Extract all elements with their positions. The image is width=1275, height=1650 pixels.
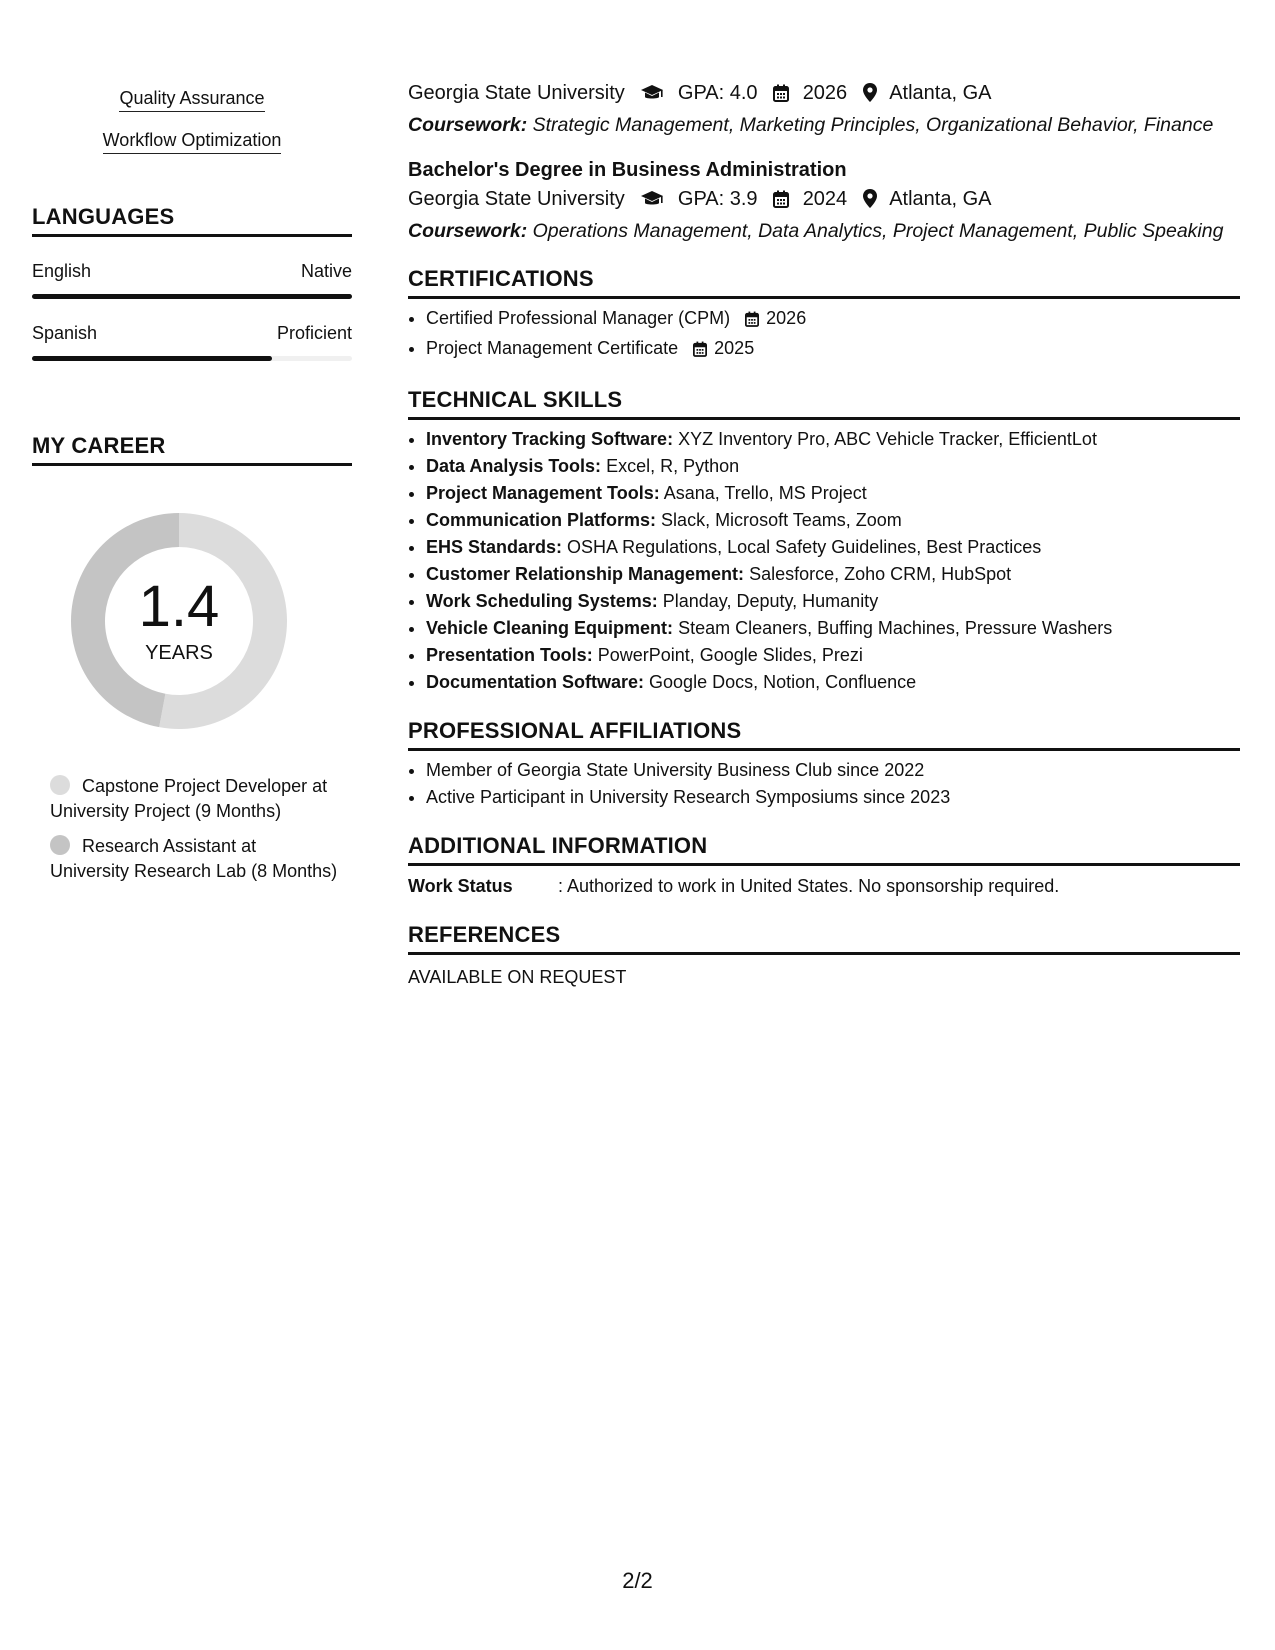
language-item	[32, 261, 352, 299]
skill-label: Work Scheduling Systems:	[426, 591, 658, 611]
skill-label: EHS Standards:	[426, 537, 563, 557]
skill-tag-wrap	[32, 80, 352, 122]
education-meta	[408, 184, 1240, 217]
certifications-title: CERTIFICATIONS	[408, 266, 1240, 299]
certification-year: 2026	[766, 308, 807, 328]
skill-value: Excel, R, Python	[606, 456, 740, 476]
references-text: AVAILABLE ON REQUEST	[408, 967, 627, 987]
work-status-key: Work Status	[408, 876, 513, 896]
map-pin-icon	[863, 187, 877, 217]
certification-name: Certified Professional Manager (CPM)	[426, 308, 731, 328]
career-legend-item	[50, 834, 340, 884]
calendar-icon	[773, 187, 789, 217]
list-item	[426, 669, 1240, 696]
skill-value: Planday, Deputy, Humanity	[662, 591, 879, 611]
legend-dot	[50, 835, 70, 855]
skill-value: Google Docs, Notion, Confluence	[649, 672, 917, 692]
skill-label: Vehicle Cleaning Equipment:	[426, 618, 674, 638]
donut-center	[64, 506, 294, 736]
graduation-year: 2024	[802, 188, 848, 210]
legend-dot	[50, 775, 70, 795]
education-meta	[408, 78, 1240, 111]
skill-label: Communication Platforms:	[426, 510, 657, 530]
coursework-text: Operations Management, Data Analytics, Project Management, Public Speaking	[532, 220, 1224, 242]
skill-label: Documentation Software:	[426, 672, 645, 692]
education-entry	[408, 78, 1240, 138]
references-title: REFERENCES	[408, 922, 1240, 955]
affiliations-title: PROFESSIONAL AFFILIATIONS	[408, 718, 1240, 751]
affiliations-list	[408, 757, 1240, 811]
calendar-icon	[773, 81, 789, 111]
skill-value: OSHA Regulations, Local Safety Guidelines, Best Practices	[567, 537, 1042, 557]
affiliations-section	[408, 718, 1240, 811]
career-title: MY CAREER	[32, 433, 352, 466]
list-item	[426, 335, 1240, 365]
list-item	[426, 507, 1240, 534]
skills-title: TECHNICAL SKILLS	[408, 387, 1240, 420]
list-item	[426, 642, 1240, 669]
language-name: Spanish	[32, 323, 98, 343]
skill-label: Project Management Tools:	[426, 483, 660, 503]
language-bar-track	[32, 356, 352, 361]
education-entry	[408, 156, 1240, 244]
language-bar-fill	[32, 356, 272, 361]
skill-value: Asana, Trello, MS Project	[663, 483, 867, 503]
skill-tag: Quality Assurance	[119, 88, 264, 112]
language-level: Proficient	[276, 323, 352, 343]
skill-tag-wrap	[32, 122, 352, 164]
university-name: Georgia State University	[408, 188, 625, 210]
graduation-cap-icon	[640, 187, 664, 217]
list-item	[426, 453, 1240, 480]
list-item	[426, 615, 1240, 642]
map-pin-icon	[863, 81, 877, 111]
additional-title: ADDITIONAL INFORMATION	[408, 833, 1240, 866]
career-years-unit: YEARS	[145, 642, 213, 664]
location: Atlanta, GA	[889, 82, 992, 104]
coursework	[408, 113, 1240, 138]
language-bar-fill	[32, 294, 352, 299]
gpa: GPA: 3.9	[677, 188, 758, 210]
languages-title: LANGUAGES	[32, 204, 352, 237]
certification-year: 2025	[714, 338, 755, 358]
list-item	[426, 480, 1240, 507]
legend-label: Research Assistant at University Research Lab (8 Months)	[50, 836, 338, 881]
skill-label: Inventory Tracking Software:	[426, 429, 674, 449]
work-status-row	[408, 872, 1240, 900]
coursework	[408, 219, 1240, 244]
additional-section	[408, 833, 1240, 900]
language-name: English	[32, 261, 92, 281]
gpa: GPA: 4.0	[677, 82, 758, 104]
list-item	[426, 561, 1240, 588]
language-bar-track	[32, 294, 352, 299]
coursework-label: Coursework:	[408, 220, 528, 242]
legend-label: Capstone Project Developer at University Project (9 Months)	[50, 776, 328, 821]
calendar-icon	[745, 308, 759, 335]
coursework-text: Strategic Management, Marketing Principles, Organizational Behavior, Finance	[532, 114, 1214, 136]
list-item	[426, 534, 1240, 561]
skill-value: Slack, Microsoft Teams, Zoom	[661, 510, 902, 530]
career-legend	[50, 774, 340, 884]
skills-list	[408, 426, 1240, 696]
skill-tag: Workflow Optimization	[103, 130, 282, 154]
page-number: 2/2	[622, 1568, 653, 1593]
certification-name: Project Management Certificate	[426, 338, 679, 358]
list-item	[426, 588, 1240, 615]
university-name: Georgia State University	[408, 82, 625, 104]
career-legend-item	[50, 774, 340, 824]
list-item	[426, 426, 1240, 453]
language-item	[32, 323, 352, 361]
career-years-value: 1.4	[138, 574, 220, 639]
skill-value: Salesforce, Zoho CRM, HubSpot	[749, 564, 1012, 584]
main-content	[408, 78, 1240, 988]
skill-label: Customer Relationship Management:	[426, 564, 745, 584]
certifications-section	[408, 266, 1240, 365]
calendar-icon	[693, 338, 707, 365]
language-level: Native	[300, 261, 352, 281]
skill-value: XYZ Inventory Pro, ABC Vehicle Tracker, EfficientLot	[678, 429, 1097, 449]
work-status-value: : Authorized to work in United States. No sponsorship required.	[558, 876, 1060, 896]
references-section	[408, 922, 1240, 988]
career-donut	[64, 506, 294, 736]
skill-label: Presentation Tools:	[426, 645, 593, 665]
list-item: • Member of Georgia State University Business Club since 2022	[426, 757, 1240, 784]
list-item	[426, 305, 1240, 335]
certifications-list	[408, 305, 1240, 365]
skills-section	[408, 387, 1240, 696]
location: Atlanta, GA	[889, 188, 992, 210]
graduation-year: 2026	[802, 82, 848, 104]
skill-value: PowerPoint, Google Slides, Prezi	[597, 645, 863, 665]
graduation-cap-icon	[640, 81, 664, 111]
coursework-label: Coursework:	[408, 114, 528, 136]
degree-title: Bachelor's Degree in Business Administration	[408, 159, 847, 181]
skill-value: Steam Cleaners, Buffing Machines, Pressure Washers	[678, 618, 1113, 638]
sidebar	[32, 80, 352, 894]
list-item: • Active Participant in University Research Symposiums since 2023	[426, 784, 1240, 811]
skill-label: Data Analysis Tools:	[426, 456, 602, 476]
